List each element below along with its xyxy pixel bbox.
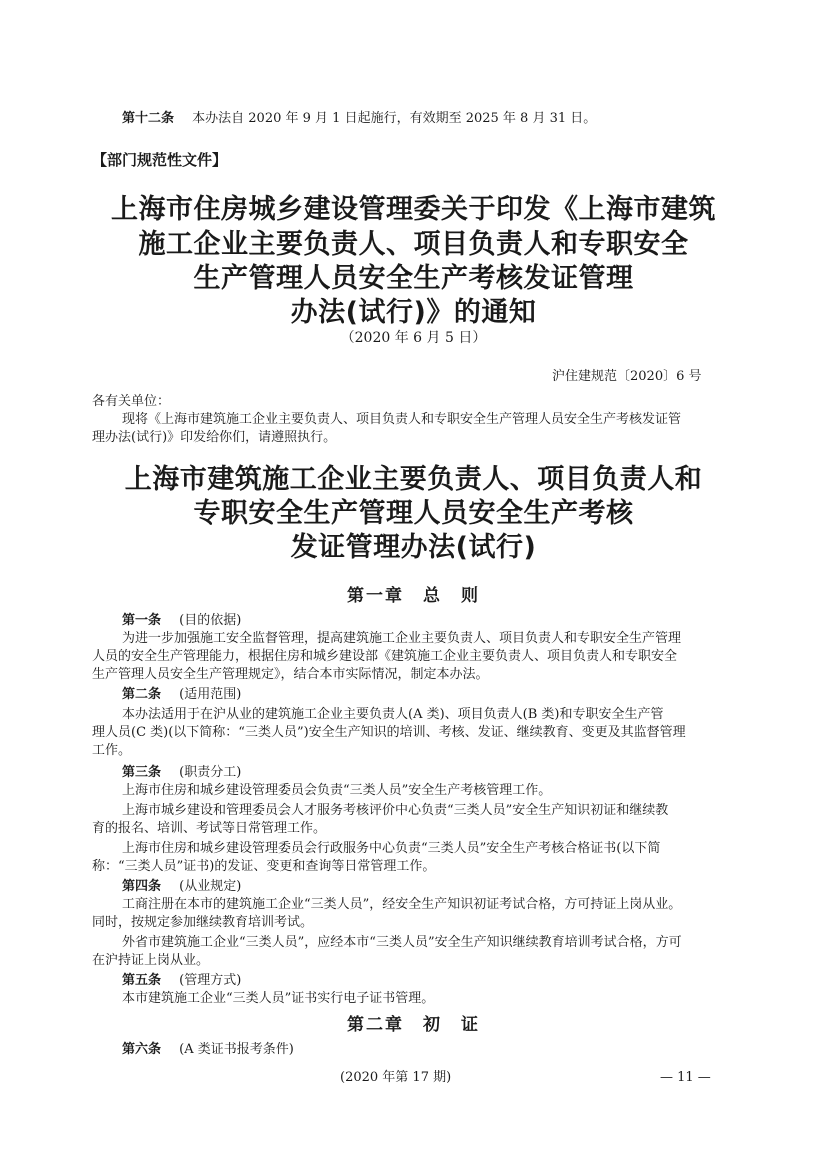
article-label: 第六条 [122, 1042, 162, 1057]
article-topic: (管理方式) [179, 973, 242, 988]
article-4-line-3: 外省市建筑施工企业“三类人员”，应经本市“三类人员”安全生产知识继续教育培训考试合格，方可 [122, 935, 682, 950]
article-3-line-1: 上海市住房和城乡建设管理委员会负责“三类人员”安全生产考核管理工作。 [122, 783, 552, 798]
article-6-header [122, 1041, 294, 1059]
notice-title-line-2: 施工企业主要负责人、项目负责人和专职安全 [138, 229, 689, 260]
article-4-line-2: 同时，按规定参加继续教育培训考试。 [92, 915, 314, 930]
article-3-header [122, 764, 241, 782]
notice-body-line-2: 理办法(试行)》印发给你们，请遵照执行。 [92, 430, 337, 445]
salutation: 各有关单位： [92, 394, 171, 409]
article-2-line-1: 本办法适用于在沪从业的建筑施工企业主要负责人(A 类)、项目负责人(B 类)和专职安全生产管 [122, 707, 664, 722]
article-1-line-1: 为进一步加强施工安全监督管理，提高建筑施工企业主要负责人、项目负责人和专职安全生产管理 [122, 631, 682, 646]
article-5-header [122, 972, 241, 990]
article-topic: (A 类证书报考条件) [179, 1042, 294, 1057]
article-1-header [122, 612, 241, 630]
article-3-line-4: 上海市住房和城乡建设管理委员会行政服务中心负责“三类人员”安全生产考核合格证书(以下简 [122, 841, 661, 856]
chapter-1-heading: 第一章 总 则 [347, 586, 480, 606]
article-label: 第二条 [122, 687, 162, 702]
article-topic: (适用范围) [179, 687, 242, 702]
article-3-line-3: 育的报名、培训、考试等日常管理工作。 [92, 821, 327, 836]
page-number: — 11 — [660, 1070, 711, 1085]
notice-title-line-4: 办法(试行)》的通知 [290, 297, 537, 328]
article-3-line-2: 上海市城乡建设和管理委员会人才服务考核评价中心负责“三类人员”安全生产知识初证和继续教 [122, 803, 669, 818]
article-12 [122, 110, 596, 128]
notice-date: （2020 年 6 月 5 日） [340, 330, 487, 346]
article-1-line-3: 生产管理人员安全生产管理规定》，结合本市实际情况，制定本办法。 [92, 667, 489, 682]
article-label: 第五条 [122, 973, 162, 988]
chapter-2-heading: 第二章 初 证 [347, 1015, 480, 1035]
article-5-line-1: 本市建筑施工企业“三类人员”证书实行电子证书管理。 [122, 991, 435, 1006]
article-1-line-2: 人员的安全生产管理能力，根据住房和城乡建设部《建筑施工企业主要负责人、项目负责人和专职安全 [92, 649, 678, 664]
article-4-header [122, 878, 241, 896]
article-4-line-4: 在沪持证上岗从业。 [92, 953, 210, 968]
notice-body-line-1: 现将《上海市建筑施工企业主要负责人、项目负责人和专职安全生产管理人员安全生产考核发证管 [122, 412, 682, 427]
article-2-line-2: 理人员(C 类)(以下简称：“三类人员”)安全生产知识的培训、考核、发证、继续教育、变更及其监督管理 [92, 725, 686, 740]
article-label: 第一条 [122, 613, 162, 628]
measures-title-line-1: 上海市建筑施工企业主要负责人、项目负责人和 [124, 464, 703, 495]
article-label: 第三条 [122, 765, 162, 780]
doc-number: 沪住建规范〔2020〕6 号 [552, 369, 702, 384]
article-topic: (从业规定) [179, 879, 242, 894]
article-2-header [122, 686, 241, 704]
article-text: 本办法自 2020 年 9 月 1 日起施行，有效期至 2025 年 8 月 31 日。 [192, 111, 597, 126]
article-2-line-3: 工作。 [92, 743, 132, 758]
article-3-line-5: 称：“三类人员”证书)的发证、变更和查询等日常管理工作。 [92, 859, 436, 874]
issue-label: (2020 年第 17 期) [340, 1070, 452, 1085]
article-topic: (职责分工) [179, 765, 242, 780]
article-label: 第四条 [122, 879, 162, 894]
article-label: 第十二条 [122, 111, 175, 126]
measures-title-line-3: 发证管理办法(试行) [290, 532, 537, 563]
section-tag: 【部门规范性文件】 [92, 151, 228, 169]
article-4-line-1: 工商注册在本市的建筑施工企业“三类人员”，经安全生产知识初证考试合格，方可持证上岗从业。 [122, 897, 682, 912]
article-topic: (目的依据) [179, 613, 242, 628]
notice-title-line-3: 生产管理人员安全生产考核发证管理 [193, 263, 634, 294]
notice-title-line-1: 上海市住房城乡建设管理委关于印发《上海市建筑 [111, 194, 716, 225]
measures-title-line-2: 专职安全生产管理人员安全生产考核 [193, 498, 634, 529]
